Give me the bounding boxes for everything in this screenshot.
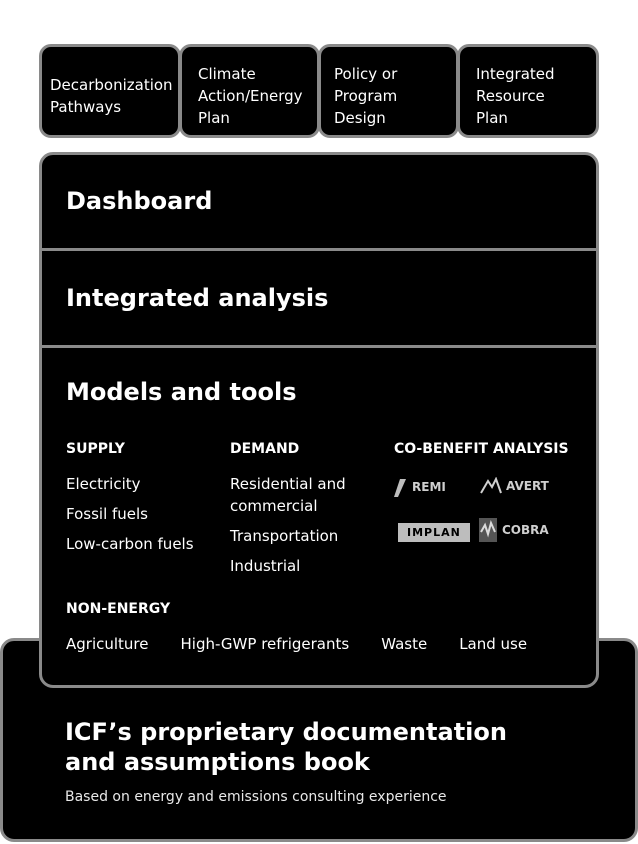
tab-climate-action-plan[interactable] bbox=[179, 44, 320, 138]
non-energy-heading: NON-ENERGY bbox=[66, 601, 171, 617]
models-tools-title: Models and tools bbox=[66, 378, 297, 406]
non-energy-list bbox=[66, 635, 527, 653]
tab-integrated-resource-plan[interactable] bbox=[457, 44, 599, 138]
avert-logo bbox=[480, 477, 549, 495]
integrated-analysis-title: Integrated analysis bbox=[66, 284, 329, 312]
implan-logo bbox=[398, 523, 470, 542]
demand-list bbox=[230, 473, 370, 585]
tab-label: Policy or Program Design bbox=[334, 65, 398, 127]
supply-list bbox=[66, 473, 216, 563]
demand-heading: DEMAND bbox=[230, 441, 300, 457]
cobra-label: COBRA bbox=[502, 523, 549, 537]
list-item: Land use bbox=[459, 635, 528, 653]
list-item: Low-carbon fuels bbox=[66, 535, 194, 553]
list-item: Residential and commercial bbox=[230, 475, 346, 515]
remi-label: REMI bbox=[412, 480, 446, 494]
list-item: Agriculture bbox=[66, 635, 149, 653]
list-item: Electricity bbox=[66, 475, 141, 493]
tab-label: Integrated Resource Plan bbox=[476, 65, 555, 127]
base-subtitle: Based on energy and emissions consulting experience bbox=[65, 789, 447, 805]
list-item: Fossil fuels bbox=[66, 505, 149, 523]
list-item: Waste bbox=[381, 635, 428, 653]
avert-icon bbox=[480, 477, 502, 495]
cobenefit-heading: CO-BENEFIT ANALYSIS bbox=[394, 441, 569, 457]
remi-icon bbox=[392, 477, 408, 497]
base-title: ICF’s proprietary documentation and assumptions book bbox=[65, 718, 507, 776]
remi-logo bbox=[392, 477, 446, 497]
divider bbox=[42, 345, 596, 348]
list-item: Industrial bbox=[230, 557, 301, 575]
divider bbox=[42, 248, 596, 251]
list-item: High-GWP refrigerants bbox=[180, 635, 350, 653]
implan-label: IMPLAN bbox=[398, 523, 470, 542]
list-item: Transportation bbox=[230, 527, 339, 545]
tab-policy-program-design[interactable] bbox=[318, 44, 459, 138]
dashboard-layer-title: Dashboard bbox=[66, 187, 213, 215]
avert-label: AVERT bbox=[506, 479, 549, 493]
cobra-logo bbox=[478, 517, 549, 543]
stack-panel bbox=[39, 152, 599, 688]
cobra-icon bbox=[478, 517, 498, 543]
tab-decarbonization-pathways[interactable] bbox=[39, 44, 181, 138]
supply-heading: SUPPLY bbox=[66, 441, 125, 457]
tab-label: Decarbonization Pathways bbox=[50, 76, 173, 116]
tab-label: Climate Action/Energy Plan bbox=[198, 65, 303, 127]
